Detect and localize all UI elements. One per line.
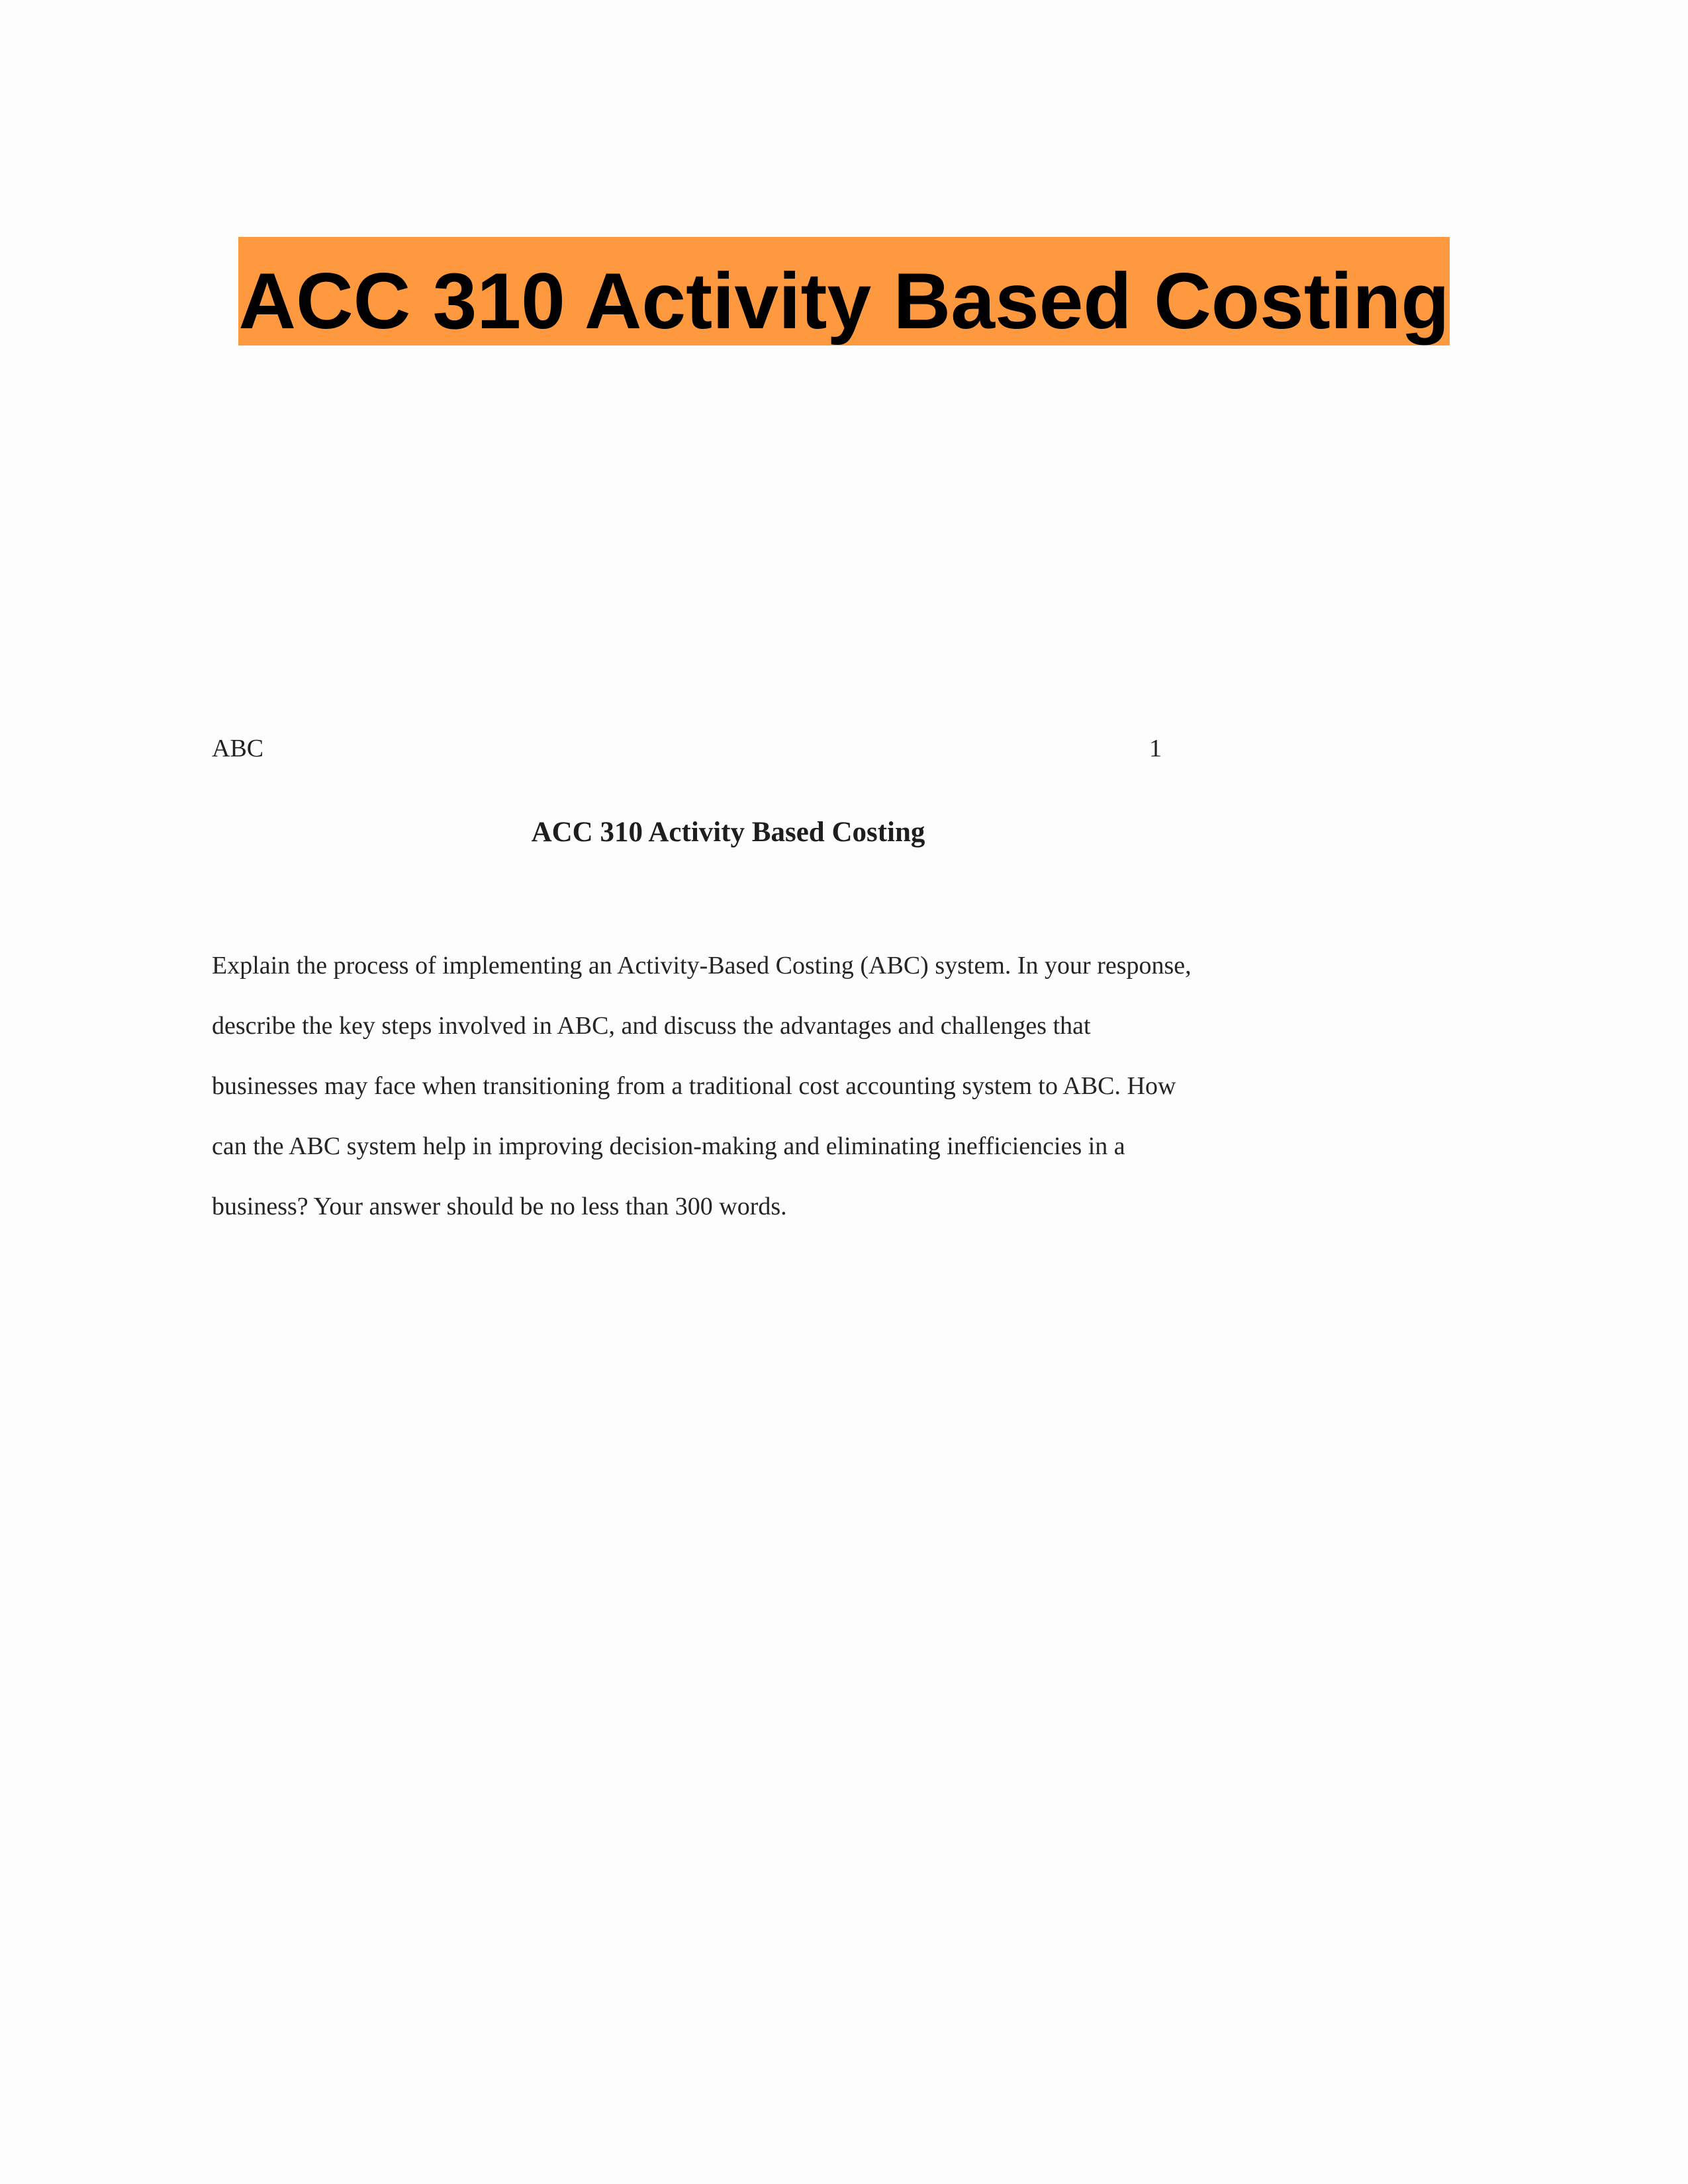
body-text-line: can the ABC system help in improving decision-making and eliminating inefficiencies in a xyxy=(212,1132,1125,1160)
page-number: 1 xyxy=(1149,735,1162,762)
running-head: ABC xyxy=(212,735,264,762)
banner-title: ACC 310 Activity Based Costing xyxy=(238,257,1450,345)
body-text-line: Explain the process of implementing an Activity-Based Costing (ABC) system. In your response, xyxy=(212,952,1192,979)
document-title: ACC 310 Activity Based Costing xyxy=(531,817,925,848)
body-text-line: businesses may face when transitioning from a traditional cost accounting system to ABC. How xyxy=(212,1072,1176,1100)
body-text-line: business? Your answer should be no less than 300 words. xyxy=(212,1193,787,1220)
body-text-line: describe the key steps involved in ABC, and discuss the advantages and challenges that xyxy=(212,1012,1091,1040)
